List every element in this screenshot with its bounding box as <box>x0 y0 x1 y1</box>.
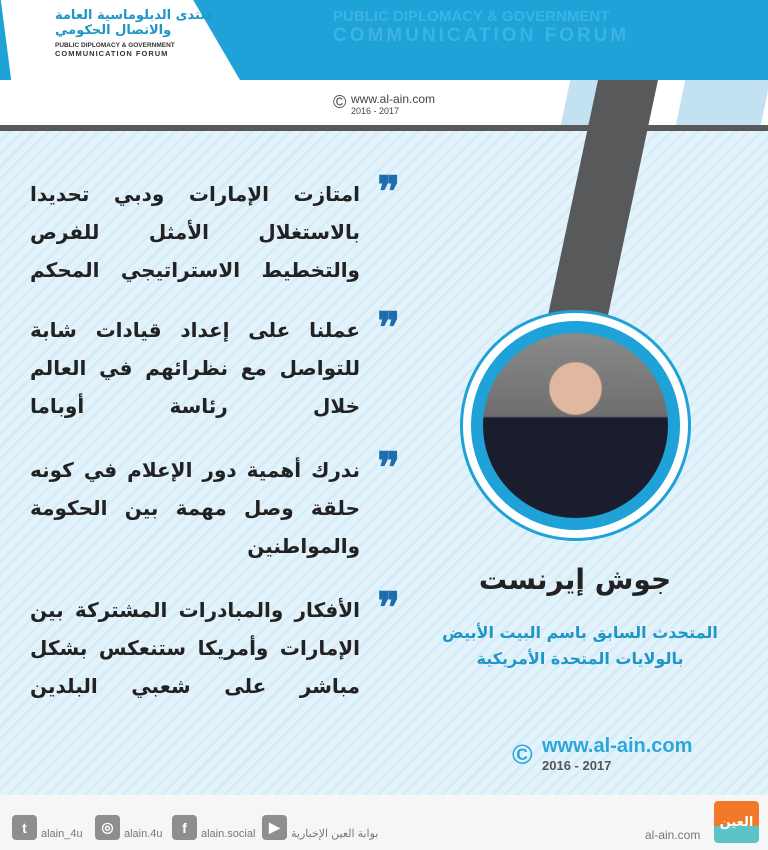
instagram-handle: alain.4u <box>124 828 163 840</box>
quote-text: الأفكار والمبادرات المشتركة بين الإمارات وأمريكا ستنعكس بشكل مباشر على شعبي البلدين <box>30 598 360 698</box>
divider <box>0 125 768 131</box>
decor-stripe <box>675 80 768 130</box>
person-title-1: المتحدث السابق باسم البيت الأبيض <box>442 623 718 642</box>
quote-text: عملنا على إعداد قيادات شابة للتواصل مع نظرائهم في العالم خلال رئاسة أوباما <box>30 318 360 418</box>
site-link[interactable]: al-ain.com <box>645 828 701 842</box>
logo-arabic-2: والاتصال الحكومي <box>55 23 172 38</box>
facebook-icon: f <box>172 815 197 840</box>
instagram-icon: ◎ <box>95 815 120 840</box>
person-name: جوش إيرنست <box>478 563 672 596</box>
header-banner <box>0 0 768 80</box>
copyright-url: www.al-ain.com <box>351 92 436 106</box>
quote-mark-icon: ❞ <box>377 583 400 632</box>
copyright-years: 2016 - 2017 <box>351 106 400 116</box>
logo-english-1: PUBLIC DIPLOMACY & GOVERNMENT <box>55 42 175 49</box>
portrait-frame <box>463 313 688 538</box>
watermark-years: 2016 - 2017 <box>542 758 612 773</box>
quotes-list <box>30 167 400 731</box>
quote-mark-icon: ❞ <box>377 303 400 352</box>
alain-logo: العين <box>714 801 759 843</box>
portrait-photo <box>483 333 668 518</box>
quote-item <box>30 167 400 289</box>
facebook-handle: alain.social <box>201 828 256 840</box>
youtube-handle: بوابة العين الإخبارية <box>291 828 379 840</box>
quote-text: ندرك أهمية دور الإعلام في كونه حلقة وصل مهمة بين الحكومة والمواطنين <box>30 458 360 558</box>
quote-text: امتازت الإمارات ودبي تحديدا بالاستغلال الأمثل للفرص والتخطيط الاستراتيجي المحكم <box>30 182 360 282</box>
person-title-2: بالولايات المتحدة الأمريكية <box>476 649 684 668</box>
person-title <box>405 620 755 672</box>
twitter-handle: alain_4u <box>41 828 83 840</box>
forum-title-1: PUBLIC DIPLOMACY & GOVERNMENT <box>333 8 610 25</box>
forum-title-2: COMMUNICATION FORUM <box>333 25 630 46</box>
quote-item <box>30 443 400 565</box>
quote-item <box>30 583 400 705</box>
youtube-icon: ▶ <box>262 815 287 840</box>
watermark-url: www.al-ain.com <box>542 735 693 757</box>
copyright-watermark <box>512 735 692 773</box>
logo-arabic-1: منتدى الدبلوماسية العامة <box>55 8 214 23</box>
logo-english-2: COMMUNICATION FORUM <box>55 49 169 58</box>
twitter-link[interactable] <box>12 815 83 840</box>
quote-mark-icon: ❞ <box>377 443 400 492</box>
quote-mark-icon: ❞ <box>377 167 400 216</box>
copyright-icon: © <box>512 739 533 770</box>
instagram-link[interactable] <box>95 815 163 840</box>
copyright-top <box>333 92 435 116</box>
facebook-link[interactable] <box>172 815 255 840</box>
twitter-icon: t <box>12 815 37 840</box>
forum-logo <box>55 8 235 58</box>
copyright-icon: © <box>333 92 347 112</box>
forum-title <box>333 8 629 47</box>
youtube-link[interactable] <box>262 815 378 840</box>
quote-item <box>30 303 400 425</box>
